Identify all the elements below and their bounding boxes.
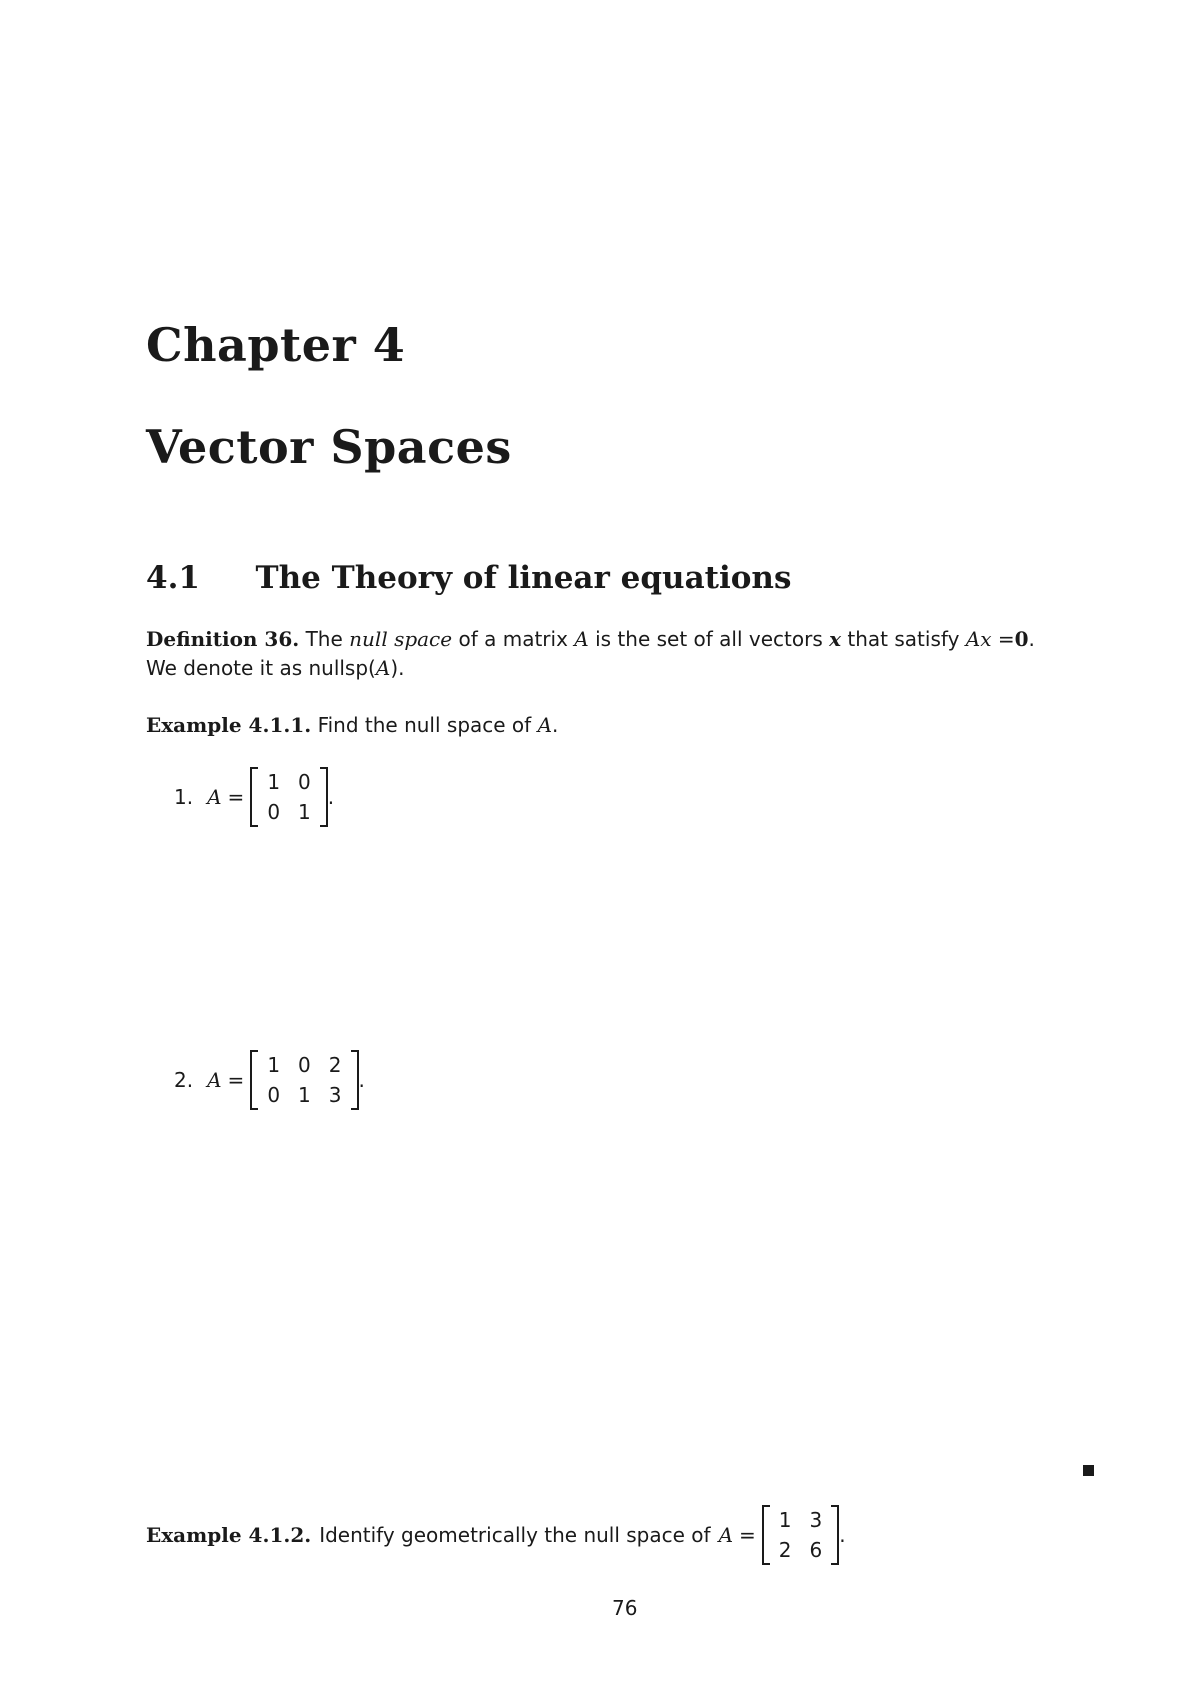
punctuation: . (1028, 627, 1035, 651)
example-label: Example 4.1.1. (146, 713, 312, 737)
item-number: 1. (174, 785, 194, 809)
definition-text: is the set of all vectors (595, 627, 823, 651)
page-number: 76 (612, 1596, 638, 1620)
math-operator: = (739, 1523, 756, 1547)
punctuation: . (358, 1068, 365, 1092)
math-expr: Ax (965, 627, 992, 651)
section-heading (146, 560, 791, 596)
section-number: 4.1 (146, 560, 200, 596)
matrix-cell: 0 (267, 1083, 281, 1107)
section-title: The Theory of linear equations (255, 560, 792, 596)
matrix-bracket-left (762, 1505, 770, 1565)
matrix-bracket-left (250, 767, 258, 827)
definition-line-1 (146, 627, 1035, 651)
matrix-bracket-right (351, 1050, 359, 1110)
matrix-cell: 1 (267, 770, 281, 794)
example-1-item-1 (174, 767, 334, 827)
matrix-cell: 2 (328, 1053, 342, 1077)
example-text: Find the null space of (317, 713, 532, 737)
math-var: A (207, 1068, 222, 1092)
punctuation: . (839, 1523, 846, 1547)
matrix-cell: 1 (298, 800, 311, 824)
math-zero-vector: 0 (1014, 627, 1029, 651)
example-text: Identify geometrically the null space of (319, 1523, 711, 1547)
matrix-cell: 1 (267, 1053, 281, 1077)
math-operator: = (227, 1068, 245, 1092)
punctuation: . (327, 785, 335, 809)
example-1-heading (146, 713, 558, 737)
definition-text: The (305, 627, 343, 651)
matrix-cell: 2 (778, 1538, 792, 1562)
example-1-item-2 (174, 1050, 365, 1110)
definition-text: of a matrix (458, 627, 568, 651)
matrix-cell: 3 (809, 1508, 823, 1532)
matrix-cell: 3 (328, 1083, 342, 1107)
matrix (250, 1050, 358, 1110)
definition-line-2 (146, 656, 404, 680)
example-label: Example 4.1.2. (146, 1523, 312, 1547)
matrix-cell: 0 (267, 800, 281, 824)
definition-text: that satisfy (847, 627, 960, 651)
definition-text: ). (390, 656, 405, 680)
definition-label: Definition 36. (146, 627, 300, 651)
matrix-cell: 0 (298, 1053, 311, 1077)
math-operator: = (227, 785, 245, 809)
example-2 (146, 1505, 846, 1565)
math-operator: = (997, 627, 1015, 651)
matrix-bracket-left (250, 1050, 258, 1110)
matrix-cell: 0 (298, 770, 311, 794)
math-var: A (574, 627, 589, 651)
punctuation: . (552, 713, 559, 737)
definition-text: We denote it as nullsp( (146, 656, 376, 680)
math-var: A (537, 713, 553, 737)
math-var: A (207, 785, 222, 809)
chapter-label: Chapter 4 (146, 318, 406, 372)
matrix (762, 1505, 839, 1565)
definition-term: null space (349, 627, 453, 651)
matrix-cell: 1 (778, 1508, 792, 1532)
qed-square-icon (1083, 1465, 1094, 1476)
math-var: A (375, 656, 391, 680)
chapter-title: Vector Spaces (146, 420, 512, 474)
matrix-bracket-right (831, 1505, 839, 1565)
math-var: A (718, 1523, 734, 1547)
math-var: x (829, 627, 842, 651)
matrix-cell: 6 (809, 1538, 823, 1562)
item-number: 2. (174, 1068, 194, 1092)
matrix-cell: 1 (298, 1083, 311, 1107)
matrix-bracket-right (320, 767, 328, 827)
matrix (250, 767, 327, 827)
